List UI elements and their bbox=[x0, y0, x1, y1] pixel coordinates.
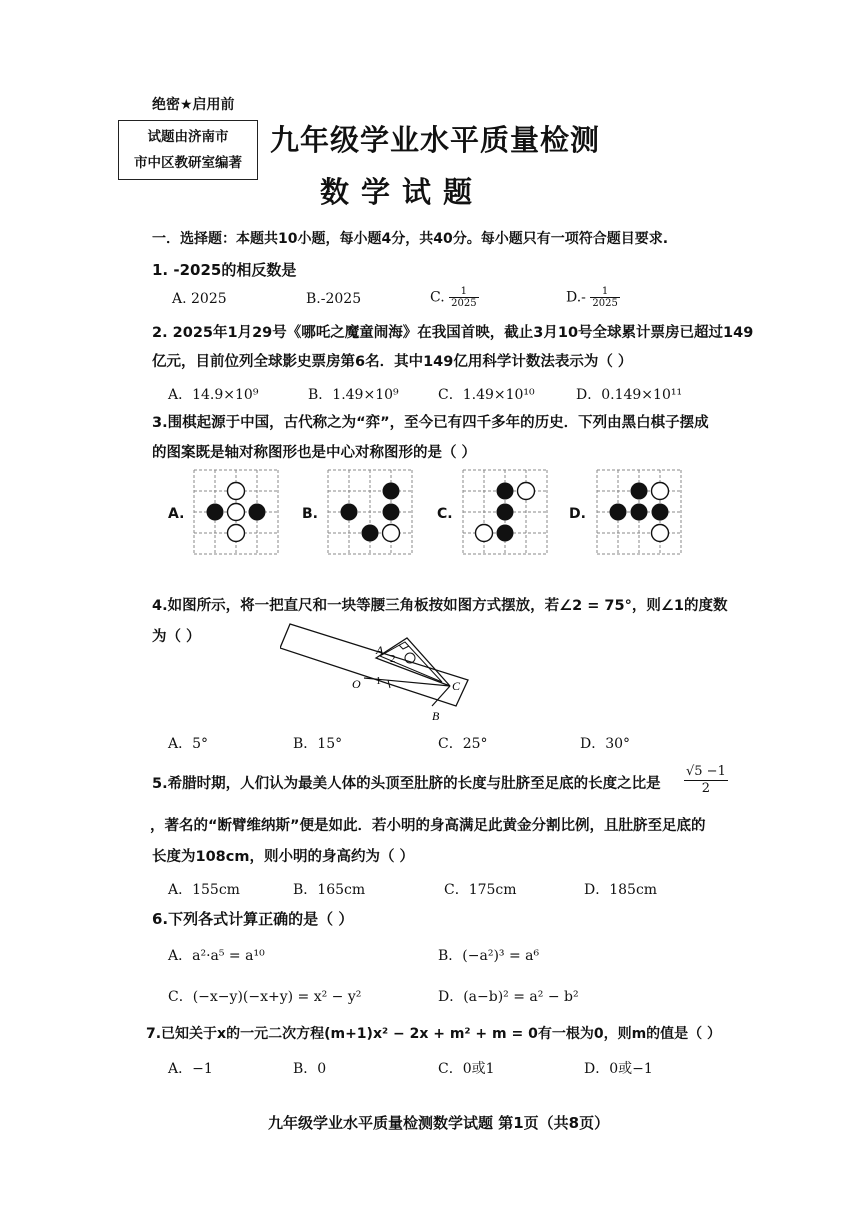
white-stone bbox=[518, 483, 535, 500]
q7-stem: 7.已知关于x的一元二次方程(m+1)x² − 2x + m² + m = 0有一根为0，则m的值是（ ） bbox=[146, 1026, 722, 1042]
ruler-triangle-figure bbox=[280, 620, 480, 726]
page-title: 九年级学业水平质量检测 bbox=[270, 123, 601, 157]
q2-option-c: C．1.49×10¹⁰ bbox=[438, 387, 535, 403]
q1-option-a: A. 2025 bbox=[172, 291, 227, 307]
go-pattern-a bbox=[192, 468, 280, 556]
label-a: A bbox=[376, 643, 384, 657]
q1-option-d-fraction bbox=[590, 286, 619, 309]
q6-option-d: D．(a−b)² = a² − b² bbox=[438, 989, 579, 1005]
q2-line-1: 2. 2025年1月29号《哪吒之魔童闹海》在我国首映，截止3月10号全球累计票房已超过149 bbox=[152, 325, 754, 341]
q1-option-d-prefix: D.- bbox=[566, 289, 586, 306]
black-stone bbox=[383, 483, 400, 500]
black-stone bbox=[631, 504, 648, 521]
q6-stem: 6.下列各式计算正确的是（ ） bbox=[152, 910, 354, 928]
q1-option-c-fraction bbox=[449, 286, 478, 309]
q1-stem: 1. -2025的相反数是 bbox=[152, 261, 297, 279]
q6-option-b: B．(−a²)³ = a⁶ bbox=[438, 948, 540, 964]
q1-option-b: B.-2025 bbox=[306, 291, 362, 307]
black-stone bbox=[341, 504, 358, 521]
go-pattern-b bbox=[326, 468, 414, 556]
q1-c-den: 2025 bbox=[451, 298, 477, 309]
black-stone bbox=[497, 483, 514, 500]
q3-line-1: 3.围棋起源于中国，古代称之为“弈”，至今已有四千多年的历史．下列由黑白棋子摆成 bbox=[152, 415, 709, 431]
source-line-2: 市中区教研室编著 bbox=[134, 155, 242, 171]
q4-option-a: A．5° bbox=[168, 736, 209, 752]
page-footer: 九年级学业水平质量检测数学试题 第1页（共8页） bbox=[268, 1114, 610, 1132]
q5-line-2: ，著名的“断臂维纳斯”便是如此．若小明的身高满足此黄金分割比例，且肚脐至足底的 bbox=[150, 818, 706, 834]
right-angle-mark bbox=[399, 645, 409, 649]
q2-option-b: B．1.49×10⁹ bbox=[308, 387, 399, 403]
ruler-shape bbox=[280, 624, 468, 706]
q7-option-b: B．0 bbox=[293, 1061, 327, 1077]
q5-line-1: 5.希腊时期，人们认为最美人体的头顶至肚脐的长度与肚脐至足底的长度之比是 bbox=[152, 776, 661, 792]
q5-ratio-num: √5 −1 bbox=[686, 764, 726, 779]
secret-label: 绝密★启用前 bbox=[152, 97, 235, 113]
black-stone bbox=[207, 504, 224, 521]
section-heading: 一．选择题：本题共10小题，每小题4分，共40分。每小题只有一项符合题目要求. bbox=[152, 231, 669, 247]
page-subtitle: 数学试题 bbox=[320, 175, 485, 209]
q4-option-c: C．25° bbox=[438, 736, 488, 752]
white-stone bbox=[228, 483, 245, 500]
black-stone bbox=[610, 504, 627, 521]
q5-option-a: A．155cm bbox=[168, 882, 240, 898]
black-stone bbox=[249, 504, 266, 521]
q1-option-d bbox=[566, 286, 620, 309]
label-c: C bbox=[452, 679, 461, 693]
q7-option-a: A．−1 bbox=[168, 1061, 213, 1077]
label-b: B bbox=[432, 709, 440, 723]
white-stone bbox=[652, 525, 669, 542]
q1-option-c-prefix: C. bbox=[430, 289, 445, 306]
white-stone bbox=[228, 525, 245, 542]
label-angle-2: 2 bbox=[390, 653, 396, 665]
q3-label-c: C. bbox=[437, 506, 453, 522]
go-pattern-d bbox=[595, 468, 683, 556]
q3-label-b: B. bbox=[302, 506, 318, 522]
q4-option-d: D．30° bbox=[580, 736, 631, 752]
black-stone bbox=[497, 525, 514, 542]
q5-option-b: B．165cm bbox=[293, 882, 366, 898]
white-stone bbox=[652, 483, 669, 500]
white-stone bbox=[476, 525, 493, 542]
label-o: O bbox=[352, 677, 361, 691]
source-box bbox=[118, 120, 258, 180]
source-line-1: 试题由济南市 bbox=[147, 129, 229, 145]
q6-option-a: A．a²·a⁵ = a¹⁰ bbox=[168, 948, 265, 964]
q4-option-b: B．15° bbox=[293, 736, 343, 752]
q6-option-c: C．(−x−y)(−x+y) = x² − y² bbox=[168, 989, 362, 1005]
q7-option-d: D．0或−1 bbox=[584, 1061, 653, 1077]
black-stone bbox=[497, 504, 514, 521]
label-angle-1: 1 bbox=[376, 676, 381, 687]
q5-line-3: 长度为108cm，则小明的身高约为（ ） bbox=[152, 849, 415, 865]
q2-option-a: A．14.9×10⁹ bbox=[168, 387, 259, 403]
q1-option-c bbox=[430, 286, 479, 309]
go-pattern-c bbox=[461, 468, 549, 556]
q2-line-2: 亿元，目前位列全球影史票房第6名．其中149亿用科学计数法表示为（ ） bbox=[152, 354, 633, 370]
q1-d-den: 2025 bbox=[592, 298, 618, 309]
black-stone bbox=[631, 483, 648, 500]
q3-line-2: 的图案既是轴对称图形也是中心对称图形的是（ ） bbox=[152, 445, 477, 461]
q5-ratio-den: 2 bbox=[701, 781, 711, 796]
q7-option-c: C．0或1 bbox=[438, 1061, 495, 1077]
white-stone bbox=[228, 504, 245, 521]
q5-option-d: D．185cm bbox=[584, 882, 658, 898]
q4-line-2: 为（ ） bbox=[152, 629, 201, 645]
q3-label-d: D. bbox=[569, 506, 586, 522]
q1-d-num: 1 bbox=[590, 286, 619, 298]
black-stone bbox=[383, 504, 400, 521]
q2-option-d: D．0.149×10¹¹ bbox=[576, 387, 683, 403]
q4-line-1: 4.如图所示，将一把直尺和一块等腰三角板按如图方式摆放，若∠2 = 75°，则∠1的度数 bbox=[152, 598, 728, 614]
black-stone bbox=[652, 504, 669, 521]
q5-ratio-fraction bbox=[684, 764, 728, 797]
q5-option-c: C．175cm bbox=[444, 882, 517, 898]
white-stone bbox=[383, 525, 400, 542]
q1-c-num: 1 bbox=[449, 286, 478, 298]
black-stone bbox=[362, 525, 379, 542]
q3-label-a: A. bbox=[168, 506, 185, 522]
